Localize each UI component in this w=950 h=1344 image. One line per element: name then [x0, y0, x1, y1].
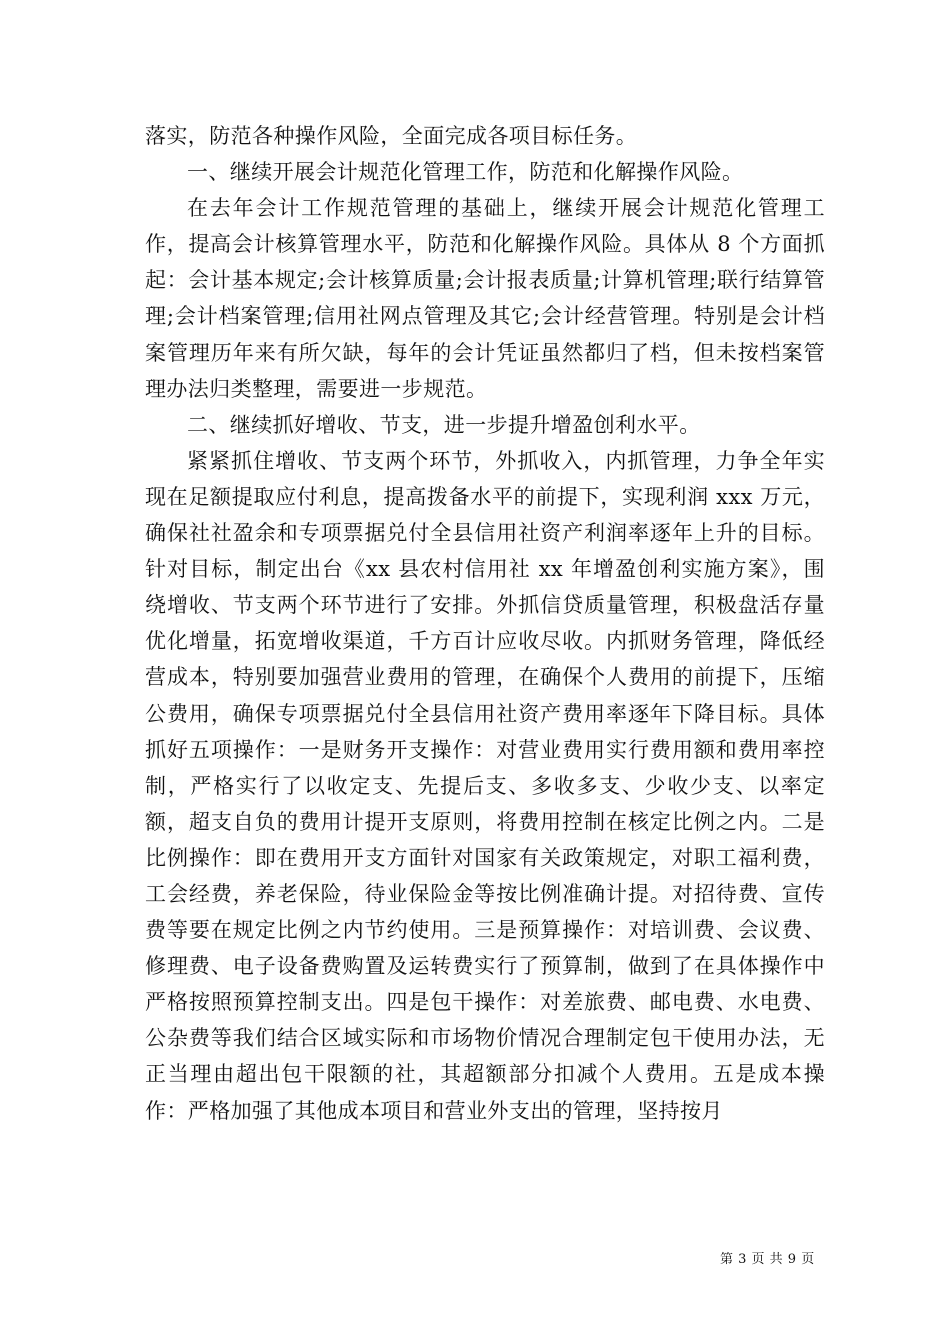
- paragraph-revenue: 紧紧抓住增收、节支两个环节，外抓收入，内抓管理，力争全年实现在足额提取应付利息，提高拨备水平的前提下，实现利润 xxx 万元，确保社社盈余和专项票据兑付全县信用社资产利润率逐年上升的目标。针对目标，制定出台《xx 县农村信用社 xx 年增盈创利实施方案》，围绕增收、节支两个环节进行了安排。外抓信贷质量管理，积极盘活存量优化增量，拓宽增收渠道，千方百计应收尽收。内抓财务管理，降低经营成本，特别要加强营业费用的管理，在确保个人费用的前提下，压缩公费用，确保专项票据兑付全县信用社资产费用率逐年下降目标。具体抓好五项操作：一是财务开支操作：对营业费用实行费用额和费用率控制，严格实行了以收定支、先提后支、多收多支、少收少支、以率定额，超支自负的费用计提开支原则，将费用控制在核定比例之内。二是比例操作：即在费用开支方面针对国家有关政策规定，对职工福利费，工会经费，养老保险，待业保险金等按比例准确计提。对招待费、宣传费等要在规定比例之内节约使用。三是预算操作：对培训费、会议费、修理费、电子设备费购置及运转费实行了预算制，做到了在具体操作中严格按照预算控制支出。四是包干操作：对差旅费、邮电费、水电费、公杂费等我们结合区域实际和市场物价情况合理制定包干使用办法，无正当理由超出包干限额的社，其超额部分扣减个人费用。五是成本操作：严格加强了其他成本项目和营业外支出的管理，坚持按月: [145, 448, 825, 1123]
- section-heading-2: 二、继续抓好增收、节支，进一步提升增盈创利水平。: [187, 412, 701, 437]
- paragraph-continuation: 落实，防范各种操作风险，全面完成各项目标任务。: [145, 124, 638, 148]
- paragraph-accounting: 在去年会计工作规范管理的基础上，继续开展会计规范化管理工作，提高会计核算管理水平，防范和化解操作风险。具体从 8 个方面抓起：会计基本规定;会计核算质量;会计报表质量;计算机管理;联行结算管理;会计档案管理;信用社网点管理及其它;会计经营管理。特别是会计档案管理历年来有所欠缺，每年的会计凭证虽然都归了档，但未按档案管理办法归类整理，需要进一步规范。: [145, 196, 825, 401]
- section-heading-1: 一、继续开展会计规范化管理工作，防范和化解操作风险。: [187, 160, 744, 185]
- page-number: 第 3 页 共 9 页: [720, 1252, 815, 1267]
- body-text: [145, 118, 825, 1129]
